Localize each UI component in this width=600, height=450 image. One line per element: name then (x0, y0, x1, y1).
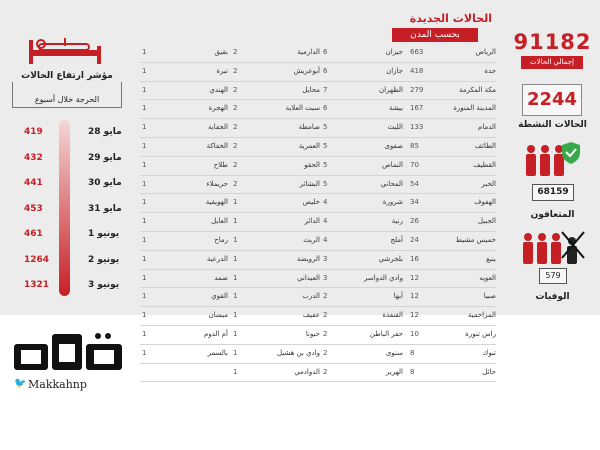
makkah-logo (14, 330, 124, 372)
city-name: بيشة (388, 104, 403, 113)
critical-date: 30 مايو (88, 178, 122, 188)
city-name: الهندي (209, 85, 228, 94)
critical-row (12, 224, 132, 250)
city-name: الرياض (475, 48, 496, 56)
critical-date: 3 يونيو (88, 280, 120, 290)
city-name: حائل (482, 367, 496, 376)
city-count: 16 (410, 254, 419, 263)
city-name: العايل (211, 217, 228, 226)
critical-row (12, 250, 132, 276)
new-cases-title: الحالات الجديدة (409, 12, 492, 25)
table-row (140, 213, 496, 232)
city-name: الهفوف (474, 198, 496, 207)
city-count: 70 (410, 160, 419, 169)
city-name: الجفاية (208, 123, 228, 132)
table-row (140, 345, 496, 364)
city-count: 1 (142, 85, 147, 94)
city-count: 12 (410, 292, 419, 301)
city-count: 4 (323, 235, 328, 244)
city-name: مكة المكرمة (459, 85, 496, 94)
city-name: العيداني (297, 273, 320, 282)
recovered-label: المتعافون (530, 210, 575, 220)
city-name: حبونا (305, 329, 320, 338)
city-name: القنفذة (382, 311, 403, 320)
city-name: القطيف (473, 160, 496, 169)
city-count: 2 (323, 292, 328, 301)
city-count: 1 (142, 48, 147, 56)
indicator-title: مؤشر ارتفاع الحالات (21, 71, 113, 81)
city-count: 279 (410, 85, 424, 94)
table-row (140, 138, 496, 157)
city-name: صفوى (384, 141, 403, 150)
city-name: الدمام (478, 123, 496, 132)
city-name: رنية (391, 217, 403, 226)
city-count: 2 (323, 311, 328, 320)
city-name: جازان (386, 66, 403, 75)
city-name: العويه (479, 273, 496, 282)
deaths-label: الوفيات (535, 292, 570, 302)
city-name: ينبع (486, 254, 496, 263)
city-count: 34 (410, 198, 419, 207)
city-name: الدائر (304, 217, 320, 226)
city-count: 8 (410, 348, 415, 357)
city-count: 1 (233, 367, 238, 376)
deaths-people-icon (520, 228, 586, 266)
city-name: الرويضة (296, 254, 320, 263)
city-count: 418 (410, 66, 424, 75)
city-count: 1 (142, 217, 147, 226)
critical-date: 2 يونيو (88, 254, 120, 265)
city-name: الخبر (481, 179, 496, 188)
city-count: 6 (323, 48, 328, 56)
city-name: الجبيل (477, 217, 496, 226)
critical-value: 461 (24, 229, 43, 239)
city-count: 2 (233, 66, 238, 75)
city-name: الريث (303, 235, 320, 244)
city-count: 1 (142, 179, 147, 188)
city-count: 1 (142, 348, 147, 357)
critical-row (12, 199, 132, 225)
critical-date: 1 يونيو (88, 229, 120, 239)
recovered-people-icon (523, 140, 583, 178)
total-cases-value: 91182 (513, 30, 592, 54)
city-count: 1 (233, 198, 238, 207)
critical-row (12, 122, 132, 148)
table-row (140, 63, 496, 82)
city-name: العمرية (298, 141, 320, 150)
city-name: النماص (382, 160, 403, 169)
city-count: 1 (142, 66, 147, 75)
city-count: 167 (410, 104, 424, 113)
table-row (140, 288, 496, 307)
city-count: 2 (233, 141, 238, 150)
city-name: الهرير (386, 367, 403, 376)
city-count: 6 (323, 104, 328, 113)
city-count: 2 (233, 48, 238, 56)
city-count: 5 (323, 160, 328, 169)
city-count: 1 (233, 311, 238, 320)
city-count: 1 (233, 217, 238, 226)
city-name: أم الدوم (204, 329, 228, 338)
city-name: صامطة (298, 123, 320, 132)
city-count: 1 (233, 254, 238, 263)
critical-value: 1264 (24, 254, 50, 265)
stats-column (505, 0, 600, 315)
city-name: الليث (387, 123, 403, 132)
critical-cases-list (12, 122, 132, 301)
critical-value: 1321 (24, 280, 50, 290)
city-name: عفيف (302, 311, 320, 320)
critical-value: 419 (24, 127, 43, 137)
cities-table (140, 44, 496, 382)
city-name: رماح (214, 235, 228, 244)
critical-date: 29 مايو (88, 152, 122, 163)
table-row (140, 270, 496, 289)
critical-date: 28 مايو (88, 127, 122, 137)
city-name: تبوك (482, 348, 496, 357)
critical-value: 432 (24, 152, 43, 163)
twitter-bird-icon: 🐦 (14, 378, 27, 389)
city-count: 5 (323, 123, 328, 132)
city-count: 663 (410, 48, 424, 56)
city-name: شرورة (382, 198, 403, 207)
city-name: جدة (484, 66, 496, 75)
city-name: أبها (393, 292, 403, 301)
table-row (140, 44, 496, 63)
city-name: القوي (211, 292, 228, 301)
city-name: وادي الدواسر (364, 273, 403, 282)
city-count: 2 (323, 329, 328, 338)
city-name: حفر الباطن (369, 329, 403, 338)
city-count: 6 (323, 66, 328, 75)
indicator-subtitle: الحرجة خلال أسبوع (34, 95, 100, 104)
deaths-value: 579 (539, 268, 567, 284)
city-count: 12 (410, 311, 419, 320)
city-name: صبيا (483, 292, 496, 301)
city-count: 2 (233, 160, 238, 169)
critical-row (12, 275, 132, 301)
city-name: طلاح (213, 160, 228, 169)
city-count: 4 (323, 217, 328, 226)
city-count: 1 (142, 292, 147, 301)
critical-date: 31 مايو (88, 203, 122, 214)
city-count: 1 (142, 141, 147, 150)
city-count: 1 (233, 292, 238, 301)
city-count: 2 (233, 85, 238, 94)
city-count: 5 (323, 179, 328, 188)
recovered-value: 68159 (532, 184, 574, 201)
city-name: الخفاكة (206, 141, 228, 150)
city-name: المزاحمية (467, 311, 496, 320)
city-count: 3 (323, 254, 328, 263)
city-name: محايل (302, 85, 320, 94)
critical-row (12, 173, 132, 199)
city-count: 1 (142, 273, 147, 282)
city-name: الدارمية (297, 48, 320, 56)
city-name: وادي بن هشبل (277, 348, 320, 357)
city-name: سبت العلاية (285, 104, 320, 113)
city-name: بالسمر (207, 348, 228, 357)
city-name: أبوعريش (293, 66, 320, 75)
city-name: الظهران (379, 85, 403, 94)
table-row (140, 251, 496, 270)
city-count: 2 (233, 179, 238, 188)
table-row (140, 82, 496, 101)
city-name: الدرب (302, 292, 320, 301)
city-count: 1 (233, 348, 238, 357)
city-count: 10 (410, 329, 419, 338)
table-row (140, 176, 496, 195)
table-row (140, 157, 496, 176)
city-name: جيزان (385, 48, 403, 56)
city-name: خميس مشيط (455, 235, 496, 244)
table-row (140, 232, 496, 251)
city-count: 1 (142, 160, 147, 169)
table-row (140, 364, 496, 383)
city-count: 1 (142, 104, 147, 113)
city-count: 12 (410, 273, 419, 282)
hospital-bed-icon (25, 36, 105, 66)
table-row (140, 119, 496, 138)
critical-row (12, 148, 132, 174)
city-name: بقيق (214, 48, 228, 56)
indicator-subtitle-box (12, 82, 122, 108)
twitter-handle[interactable]: Makkahnp (28, 378, 87, 391)
city-name: حريملاء (206, 179, 228, 188)
city-count: 1 (142, 311, 147, 320)
city-name: أملج (390, 235, 403, 244)
city-name: سنوى (385, 348, 403, 357)
city-count: 5 (323, 141, 328, 150)
city-count: 1 (233, 273, 238, 282)
city-count: 24 (410, 235, 419, 244)
city-name: الدوادمي (294, 367, 320, 376)
city-count: 1 (142, 254, 147, 263)
city-count: 1 (233, 235, 238, 244)
city-count: 85 (410, 141, 419, 150)
city-count: 7 (323, 85, 328, 94)
active-cases-value: 2244 (522, 84, 582, 116)
city-name: الطائف (474, 141, 496, 150)
city-name: راس تنورة (465, 329, 496, 338)
city-name: خليص (302, 198, 320, 207)
table-row (140, 194, 496, 213)
city-name: البشائر (299, 179, 320, 188)
city-count: 133 (410, 123, 424, 132)
by-city-subtitle: بحسب المدن (392, 28, 478, 42)
city-count: 1 (142, 198, 147, 207)
city-name: ميسان (208, 311, 228, 320)
total-cases-label: إجمالي الحالات (521, 56, 583, 69)
city-count: 8 (410, 367, 415, 376)
table-row (140, 100, 496, 119)
city-name: الحقو (304, 160, 320, 169)
city-name: الهويقية (205, 198, 228, 207)
city-name: الدرعية (206, 254, 228, 263)
city-count: 2 (323, 367, 328, 376)
table-row (140, 307, 496, 326)
critical-value: 453 (24, 203, 43, 214)
city-count: 1 (233, 329, 238, 338)
city-name: المحاني (380, 179, 403, 188)
city-count: 54 (410, 179, 419, 188)
city-count: 2 (323, 348, 328, 357)
active-cases-label: الحالات النشطة (518, 120, 587, 130)
city-count: 1 (142, 329, 147, 338)
table-row (140, 326, 496, 345)
city-name: تبرة (216, 66, 228, 75)
city-name: المدينة المنورة (453, 104, 496, 113)
city-name: بلجرشي (378, 254, 403, 263)
city-count: 1 (142, 123, 147, 132)
city-count: 26 (410, 217, 419, 226)
city-count: 2 (233, 104, 238, 113)
city-count: 3 (323, 273, 328, 282)
city-name: الهجرة (208, 104, 228, 113)
critical-value: 441 (24, 178, 43, 188)
city-count: 4 (323, 198, 328, 207)
city-count: 2 (233, 123, 238, 132)
city-count: 1 (142, 235, 147, 244)
city-name: ضمد (214, 273, 228, 282)
